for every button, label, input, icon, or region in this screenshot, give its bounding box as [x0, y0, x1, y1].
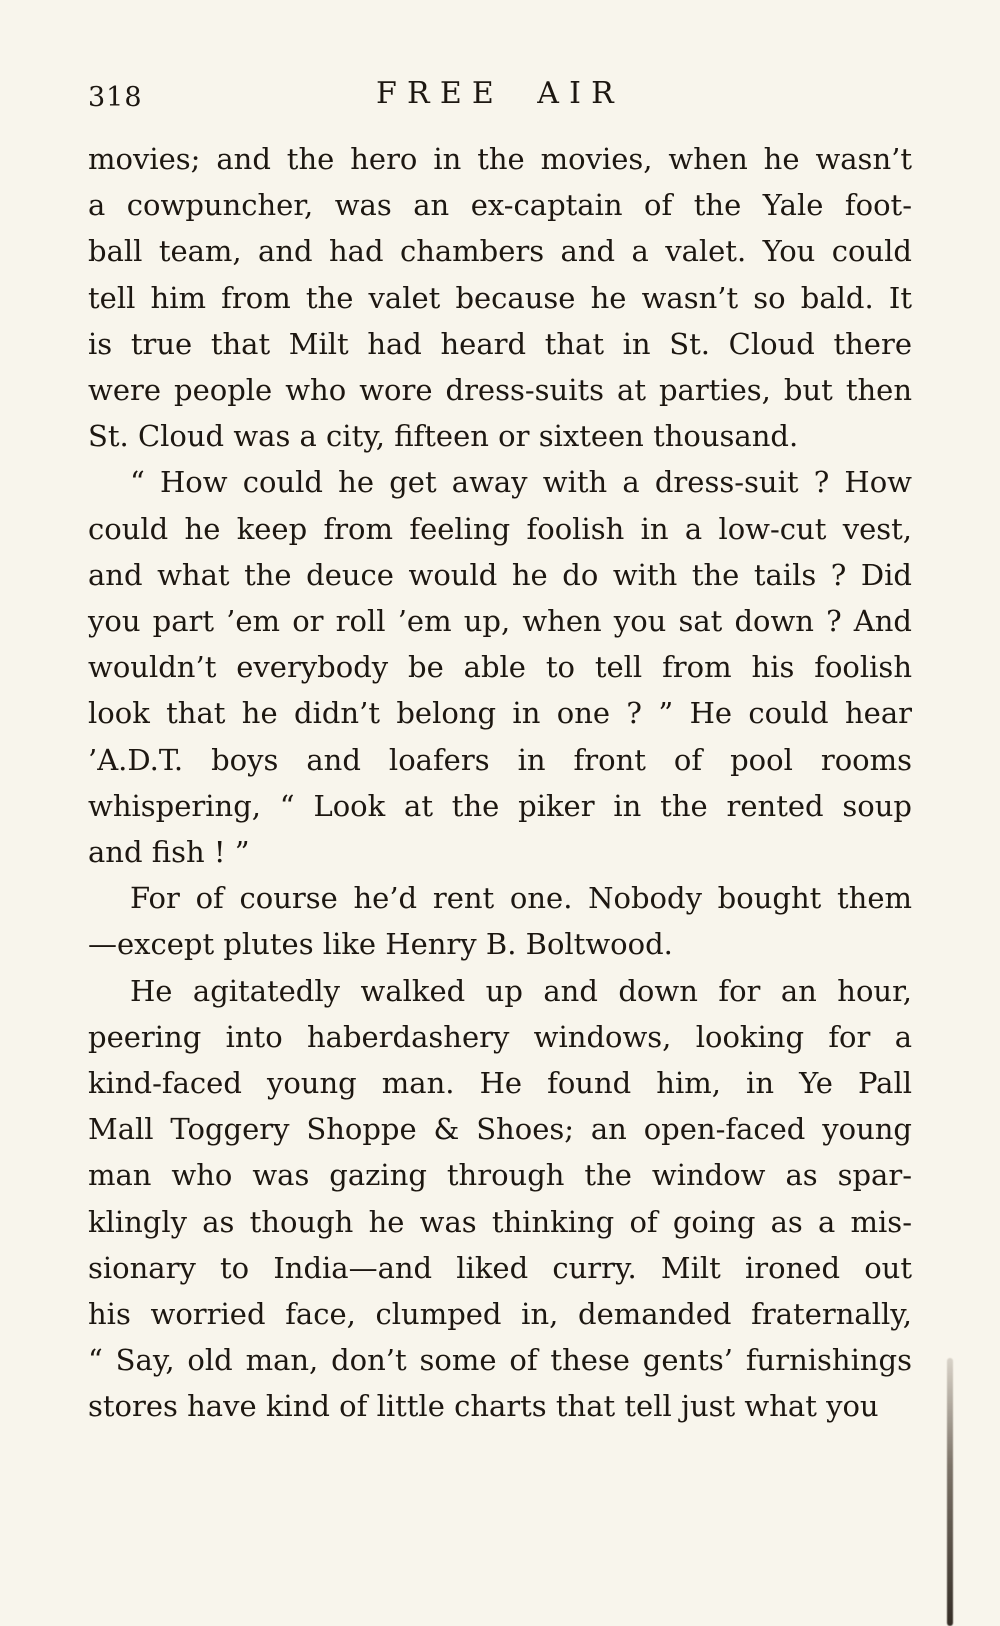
text-line: peering into haberdashery windows, looking for a: [88, 1019, 912, 1054]
text-line: ’A.D.T. boys and loafers in front of pool rooms: [88, 742, 912, 777]
text-line: Mall Toggery Shoppe & Shoes; an open-faced young: [88, 1112, 912, 1147]
page-number: 318: [88, 82, 143, 113]
text-line: ball team, and had chambers and a valet. You could: [88, 234, 912, 269]
text-line: whispering, “ Look at the piker in the rented soup: [88, 788, 912, 823]
text-line: For of course he’d rent one. Nobody bought them: [130, 881, 912, 916]
text-line: sionary to India—and liked curry. Milt ironed out: [88, 1250, 912, 1285]
text-line: is true that Milt had heard that in St. Cloud there: [88, 326, 912, 361]
text-line: —except plutes like Henry B. Boltwood.: [88, 927, 673, 962]
text-line: his worried face, clumped in, demanded fraternally,: [88, 1297, 912, 1332]
text-line: look that he didn’t belong in one ? ” He could hear: [88, 696, 912, 731]
text-line: and what the deuce would he do with the tails ? Did: [88, 557, 912, 592]
text-line: St. Cloud was a city, fifteen or sixteen thousand.: [88, 419, 799, 454]
text-line: kind-faced young man. He found him, in Ye Pall: [88, 1066, 912, 1101]
text-line: He agitatedly walked up and down for an hour,: [130, 973, 912, 1008]
text-line: klingly as though he was thinking of going as a mis-: [88, 1204, 912, 1239]
text-line: stores have kind of little charts that tell just what you: [88, 1389, 879, 1424]
text-line: a cowpuncher, was an ex-captain of the Yale foot-: [88, 188, 912, 223]
page-header: [88, 74, 912, 128]
text-line: “ How could he get away with a dress-suit ? How: [130, 465, 912, 500]
page-edge-shadow: [947, 1358, 953, 1626]
text-line: tell him from the valet because he wasn’t so bald. It: [88, 280, 912, 315]
page-body: [88, 136, 912, 1430]
text-line: were people who wore dress-suits at parties, but then: [88, 373, 912, 408]
text-line: you part ’em or roll ’em up, when you sat down ? And: [88, 604, 912, 639]
running-title: FREE AIR: [376, 76, 624, 111]
text-line: “ Say, old man, don’t some of these gents’ furnishings: [88, 1343, 912, 1378]
text-line: and fish ! ”: [88, 835, 250, 870]
text-line: movies; and the hero in the movies, when he wasn’t: [88, 142, 912, 176]
text-line: man who was gazing through the window as spar-: [88, 1158, 912, 1193]
text-line: wouldn’t everybody be able to tell from his foolish: [88, 650, 912, 685]
text-line: could he keep from feeling foolish in a low-cut vest,: [88, 511, 912, 546]
